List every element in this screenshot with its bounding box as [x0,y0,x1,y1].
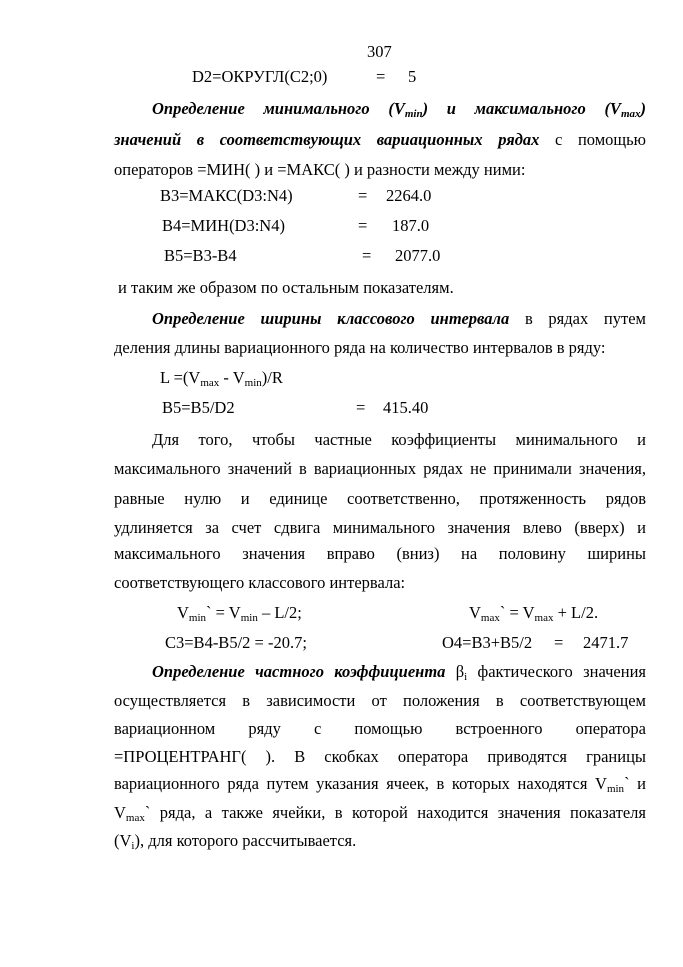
width-line2: деления длины вариационного ряда на количество интервалов в ряду: [114,338,606,357]
eq-d2: = [376,67,386,86]
minmax-line2: значений в соответствующих вариационных рядах с помощью [114,130,646,149]
value-b5: 2077.0 [395,246,441,265]
shift-line-3: равные нулю и единице соответственно, протяженность рядов [114,489,646,508]
page-number: 307 [367,42,392,61]
eq-b3: = [358,186,368,205]
beta-line-2: осуществляется в зависимости от положения в соответствующем [114,691,646,710]
beta-line-4: =ПРОЦЕНТРАНГ( ). В скобках оператора приводятся границы [114,747,646,766]
shift-line-6: соответствующего классового интервала: [114,573,406,592]
beta-line-5: вариационного ряда путем указания ячеек, в которых находятся $V_{min}`$ и [114,774,646,795]
formula-b3: B3=МАКС(D3:N4) [160,186,293,205]
beta-line-3: вариационном ряду с помощью встроенного оператора [114,719,646,738]
value-b3: 2264.0 [386,186,432,205]
minmax-after: и таким же образом по остальным показателям. [118,278,454,297]
formula-b5-width: B5=B5/D2 [162,398,235,417]
value-b5-width: 415.40 [383,398,429,417]
minmax-heading: Определение минимального $(V_{min})$ и максимального $(V_{max})$ [152,99,647,120]
shift-line-5: максимального значения вправо (вниз) на половину ширины [114,544,646,563]
width-heading: Определение ширины классового интервала в рядах путем [152,309,646,328]
beta-heading: Определение частного коэффициента $\beta_i$ фактического значения [152,662,646,683]
o4-value: 2471.7 [583,633,629,652]
vmin-prime-formula: $V_{min}` = V_{min} - L/2$; [177,603,302,624]
eq-b5: = [362,246,372,265]
shift-line-2: максимального значений в вариационных рядах не принимали значения, [114,459,646,478]
shift-line-4: удлиняется за счет сдвига минимального значения влево (вверх) и [114,518,646,537]
formula-b4: B4=МИН(D3:N4) [162,216,285,235]
shift-line-1: Для того, чтобы частные коэффициенты минимального и [152,430,646,449]
value-d2: 5 [408,67,417,86]
eq-b5-width: = [356,398,366,417]
o4-eq: = [554,633,564,652]
minmax-line3: операторов =МИН( ) и =МАКС( ) и разности между ними: [114,160,526,179]
formula-b5: B5=B3-B4 [164,246,237,265]
eq-b4: = [358,216,368,235]
o4-formula: O4=B3+B5/2 [442,633,533,652]
width-formula: $L =(V_{max} - V_{min})/R$ [160,368,283,389]
value-b4: 187.0 [392,216,430,235]
vmax-prime-formula: $V_{max}` = V_{max} + L/2$. [469,603,599,624]
beta-line-6: $V_{max}`$ ряда, а также ячейки, в которой находится значения показателя [114,803,646,824]
c3-formula: C3=B4-B5/2 = -20.7; [165,633,307,652]
formula-d2: D2=ОКРУГЛ(C2;0) [192,67,328,86]
beta-line-7: $(V_i)$, для которого рассчитывается. [114,831,357,852]
